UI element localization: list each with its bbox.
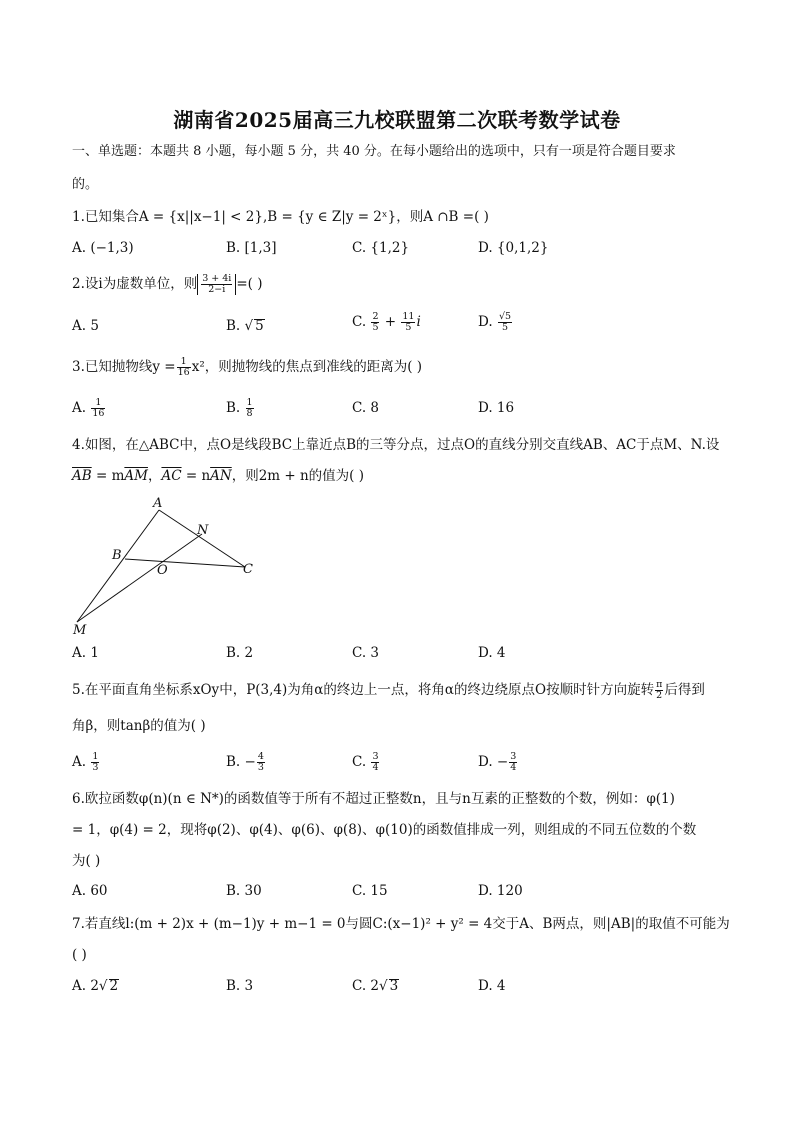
question-7-stem-line1: 7.若直线l:(m + 2)x + (m−1)y + m−1 = 0与圆C:(x−1)² + y² = 4交于A、B两点，则|AB|的取值不可能为 [72, 916, 730, 932]
question-1-stem: 1.已知集合A = {x||x−1| < 2},B = {y ∈ Z|y = 2ˣ}，则A ∩B =( ) [72, 209, 489, 225]
question-6-option-b: B. 30 [226, 883, 262, 899]
question-7-option-b: B. 3 [226, 978, 254, 994]
question-7-stem-line2: ( ) [72, 947, 87, 963]
question-5-option-a: A. $\frac{1}{3}$ [72, 751, 99, 773]
question-4-option-a: A. 1 [72, 645, 99, 661]
question-2-option-a: A. 5 [72, 318, 99, 334]
label-B: B [112, 548, 122, 563]
question-1-option-c: C. {1,2} [352, 240, 410, 256]
question-1-option-a: A. (−1,3) [72, 240, 134, 256]
question-5-option-b: B. − $\frac{4}{3}$ [226, 751, 264, 773]
question-2-option-c: C. $\frac{2}{5}$ + $\frac{11}{5}$ i [352, 311, 421, 333]
question-4-stem-line1: 4.如图，在△ABC中，点O是线段BC上靠近点B的三等分点，过点O的直线分别交直线AB、AC于点M、N.设 [72, 437, 720, 453]
question-3-stem: 3.已知抛物线y = $\frac{1}{16}$ x²，则抛物线的焦点到准线的距离为( ) [72, 356, 423, 378]
label-A: A [153, 496, 163, 511]
segment-AC [159, 510, 245, 567]
section-instructions-line1: 一、单选题：本题共 8 小题，每小题 5 分，共 40 分。在每小题给出的选项中，只有一项是符合题目要求 [72, 144, 676, 159]
question-6-stem-line1: 6.欧拉函数φ(n)(n ∈ N*)的函数值等于所有不超过正整数n，且与n互素的正整数的个数，例如：φ(1) [72, 791, 675, 807]
label-C: C [243, 562, 253, 577]
question-2-option-d: D. $\frac{√5}{5}$ [478, 311, 512, 333]
question-3-option-d: D. 16 [478, 400, 515, 416]
label-M: M [73, 623, 87, 638]
question-2-option-b: B. √ 5 [226, 318, 264, 334]
question-3-option-a: A. $\frac{1}{16}$ [72, 397, 105, 419]
question-6-option-a: A. 60 [72, 883, 108, 899]
question-6-option-c: C. 15 [352, 883, 388, 899]
label-O: O [157, 563, 168, 578]
question-5-option-c: C. $\frac{3}{4}$ [352, 751, 379, 773]
question-1-option-b: B. [1,3] [226, 240, 277, 256]
question-7-option-c: C. 2√ 3 [352, 978, 399, 994]
segment-AM [77, 510, 159, 622]
section-instructions-line2: 的。 [72, 177, 99, 192]
question-6-stem-line2: = 1，φ(4) = 2，现将φ(2)、φ(4)、φ(6)、φ(8)、φ(10)的函数值排成一列，则组成的不同五位数的个数 [72, 822, 697, 838]
question-4-stem-line2: $\overline{AB} = m\overline{AM}$，$\overline{AC} = n\overline{AN}$，则2m + n的值为( ) [72, 468, 365, 484]
question-6-stem-line3: 为( ) [72, 853, 101, 869]
question-5-option-d: D. − $\frac{3}{4}$ [478, 751, 517, 773]
label-N: N [197, 523, 209, 538]
question-1-option-d: D. {0,1,2} [478, 240, 549, 256]
question-3-option-b: B. $\frac{1}{8}$ [226, 397, 253, 419]
question-4-option-d: D. 4 [478, 645, 506, 661]
question-6-option-d: D. 120 [478, 883, 523, 899]
modulus-bars: $\frac{3 + 4i}{2-i}$ [197, 274, 236, 295]
question-4-option-c: C. 3 [352, 645, 380, 661]
triangle-figure [70, 492, 270, 642]
question-2-stem: 2.设i为虚数单位，则 $\frac{3 + 4i}{2-i}$ =( ) [72, 273, 263, 295]
question-3-option-c: C. 8 [352, 400, 380, 416]
page-title: 湖南省2025届高三九校联盟第二次联考数学试卷 [173, 108, 621, 132]
segment-BC [125, 559, 245, 567]
question-7-option-d: D. 4 [478, 978, 506, 994]
segment-MN [77, 534, 202, 622]
question-5-stem-line2: 角β，则tanβ的值为( ) [72, 718, 206, 734]
question-5-stem-line1: 5.在平面直角坐标系xOy中，P(3,4)为角α的终边上一点，将角α的终边绕原点O按顺时针方向旋转 $\frac{\pi}{2}$ 后得到 [72, 679, 705, 701]
question-7-option-a: A. 2√ 2 [72, 978, 119, 994]
question-4-option-b: B. 2 [226, 645, 254, 661]
